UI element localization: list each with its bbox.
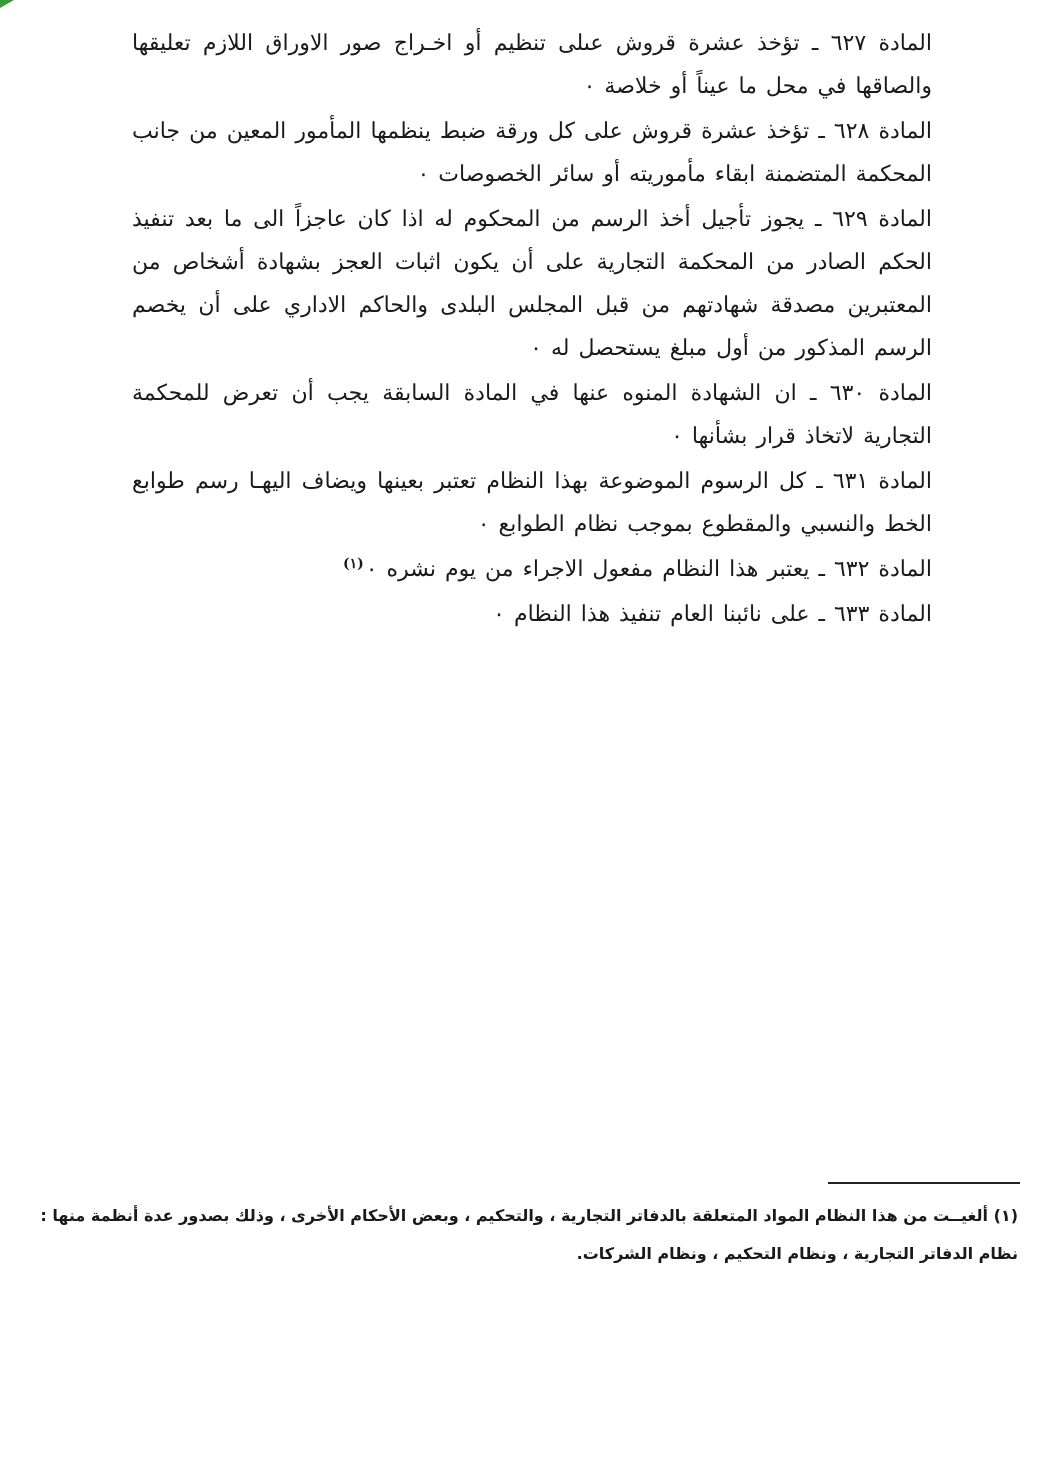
article-label: المادة ٦٣٠ xyxy=(829,381,933,406)
article-632 xyxy=(187,548,932,591)
article-text: على نائبنا العام تنفيذ هذا النظام ٠ xyxy=(493,602,810,627)
document-body xyxy=(132,22,932,638)
article-text: ان الشهادة المنوه عنها في المادة السابقة يجب أن تعرض للمحكمة التجارية لاتخاذ قرار بشأنها ٠ xyxy=(132,381,932,449)
footnote xyxy=(30,1197,1018,1273)
article-631 xyxy=(132,460,932,546)
article-628 xyxy=(132,110,932,196)
article-630 xyxy=(132,372,932,458)
article-text: تؤخذ عشرة قروش عىلى تنظيم أو اخـراج صور الاوراق اللازم تعليقها والصاقها في محل ما عيناً أو خلاصة ٠ xyxy=(132,31,932,99)
article-dash: ـ xyxy=(811,31,819,56)
article-text: كل الرسوم الموضوعة بهذا النظام تعتبر بعينها ويضاف اليهـا رسم طوابع الخط والنسبي والمقطوع بموجب نظام الطوابع ٠ xyxy=(132,469,932,537)
article-label: المادة ٦٢٧ xyxy=(830,31,933,56)
footnote-line-1: (١) ألغيــت من هذا النظام المواد المتعلقة بالدفاتر التجارية ، والتحكيم ، وبعض الأحكام الأخرى ، وذلك بصدور عدة أنظمة منها : xyxy=(40,1206,1018,1225)
article-dash: ـ xyxy=(818,557,825,582)
article-label: المادة ٦٢٨ xyxy=(833,119,933,144)
article-text: يجوز تأجيل أخذ الرسم من المحكوم له اذا كان عاجزاً الى ما بعد تنفيذ الحكم الصادر من المحكمة التجارية على أن يكون اثبات العجز بشهادة أشخاص من المعتبرين مصدقة شهادتهم من قبل المجلس البلدى والحاكم الاداري على أن يخصم الرسم المذكور من أول مبلغ يستحصل له ٠ xyxy=(132,207,932,361)
article-label: المادة ٦٢٩ xyxy=(832,207,932,232)
footnote-separator xyxy=(828,1182,1020,1184)
article-627 xyxy=(132,22,932,108)
article-dash: ـ xyxy=(816,469,823,494)
footnote-reference: (١) xyxy=(342,555,364,572)
article-dash: ـ xyxy=(818,602,825,627)
article-629 xyxy=(132,198,932,370)
article-dash: ـ xyxy=(818,119,825,144)
article-label: المادة ٦٣١ xyxy=(832,469,932,494)
article-text: يعتبر هذا النظام مفعول الاجراء من يوم نشره ٠ xyxy=(365,557,810,582)
article-label: المادة ٦٣٢ xyxy=(833,557,932,582)
article-dash: ـ xyxy=(810,381,817,406)
article-label: المادة ٦٣٣ xyxy=(833,602,932,627)
article-dash: ـ xyxy=(814,207,822,232)
footnote-line-2: نظام الدفاتر التجارية ، ونظام التحكيم ، ونظام الشركات. xyxy=(576,1244,1018,1263)
scan-corner-mark xyxy=(0,0,14,8)
article-633 xyxy=(187,593,932,636)
article-text: تؤخذ عشرة قروش على كل ورقة ضبط ينظمها المأمور المعين من جانب المحكمة المتضمنة ابقاء مأموريته أو سائر الخصوصات ٠ xyxy=(132,119,932,187)
